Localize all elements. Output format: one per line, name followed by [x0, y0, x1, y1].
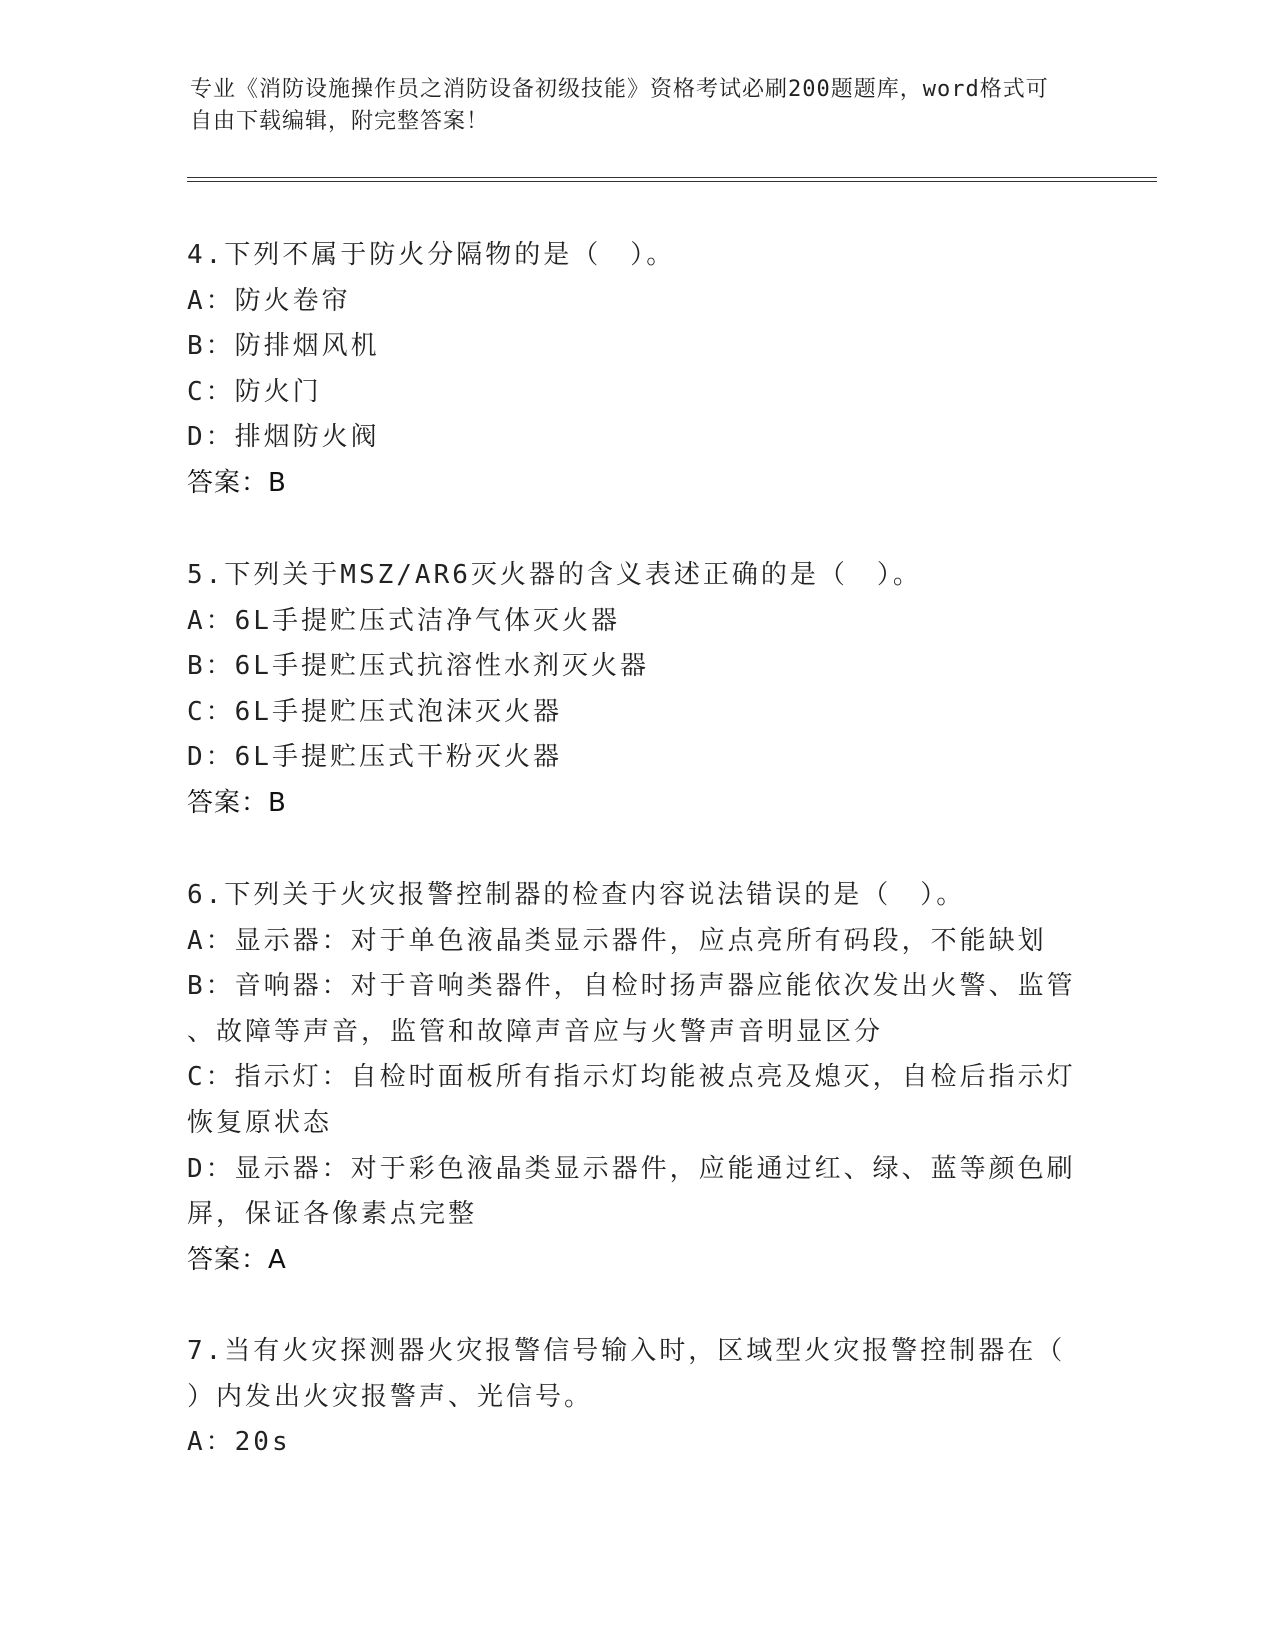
answer: 答案：B	[187, 787, 287, 818]
header-divider-bottom	[187, 181, 1157, 182]
option-b-continued: 、故障等声音，监管和故障声音应与火警声音明显区分	[187, 1016, 884, 1047]
answer: 答案：B	[187, 467, 287, 498]
option-c-continued: 恢复原状态	[187, 1107, 333, 1138]
option-b: B：6L手提贮压式抗溶性水剂灭火器	[187, 651, 649, 682]
option-c: C：防火门	[187, 376, 322, 407]
question-stem: 5.下列关于MSZ/AR6灭火器的含义表述正确的是（ ）。	[187, 560, 922, 590]
question-stem: 6.下列关于火灾报警控制器的检查内容说法错误的是（ ）。	[187, 880, 966, 910]
question-5	[187, 553, 1087, 827]
answer: 答案：A	[187, 1244, 287, 1275]
option-b: B：音响器：对于音响类器件，自检时扬声器应能依次发出火警、监管	[187, 971, 1076, 1002]
option-d: D：6L手提贮压式干粉灭火器	[187, 742, 562, 773]
question-6	[187, 873, 1087, 1283]
question-stem: 4.下列不属于防火分隔物的是（ ）。	[187, 240, 676, 270]
option-b: B：防排烟风机	[187, 331, 380, 362]
question-7	[187, 1329, 1087, 1466]
option-a: A：显示器：对于单色液晶类显示器件，应点亮所有码段，不能缺划	[187, 925, 1047, 956]
option-d: D：排烟防火阀	[187, 422, 380, 453]
option-c: C：6L手提贮压式泡沫灭火器	[187, 696, 562, 727]
option-d-continued: 屏，保证各像素点完整	[187, 1199, 478, 1230]
option-a: A：防火卷帘	[187, 285, 351, 316]
option-a: A：6L手提贮压式洁净气体灭火器	[187, 605, 620, 636]
question-stem: 7.当有火灾探测器火灾报警信号输入时，区域型火灾报警控制器在（	[187, 1336, 1066, 1366]
question-stem-continued: ）内发出火灾报警声、光信号。	[187, 1381, 594, 1412]
header-divider-top	[187, 177, 1157, 178]
option-a: A：20s	[187, 1427, 291, 1458]
question-4	[187, 233, 1087, 507]
document-header: 专业《消防设施操作员之消防设备初级技能》资格考试必刷200题题库，word格式可自由下载编辑，附完整答案！	[190, 77, 1049, 134]
option-d: D：显示器：对于彩色液晶类显示器件，应能通过红、绿、蓝等颜色刷	[187, 1153, 1076, 1184]
option-c: C：指示灯：自检时面板所有指示灯均能被点亮及熄灭，自检后指示灯	[187, 1062, 1076, 1093]
